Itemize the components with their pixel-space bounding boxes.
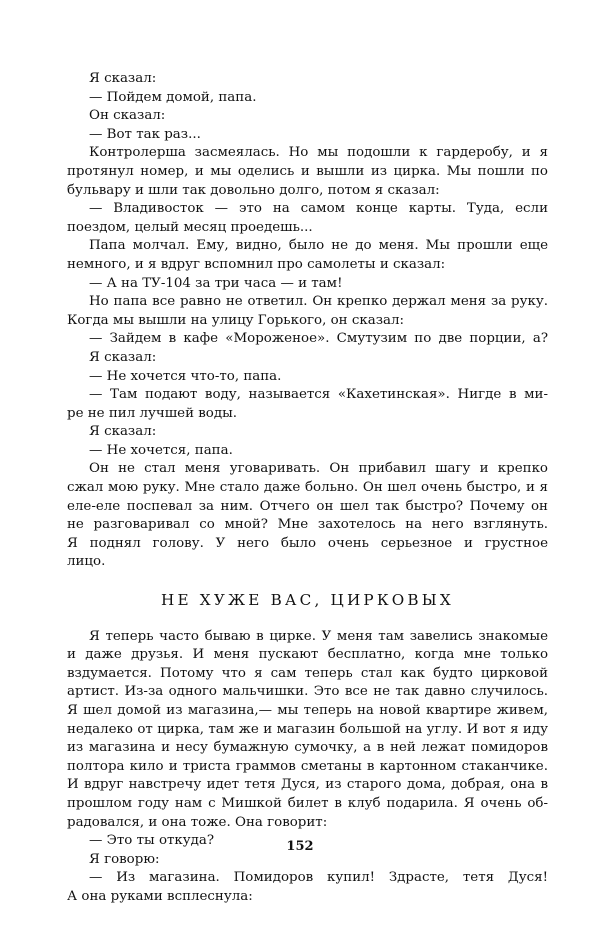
text-line: артист. Из-за одного мальчишки. Это все не так давно случилось.: [67, 684, 548, 700]
text-line: прошлом году нам с Мишкой билет в клуб подарила. Я очень об-: [67, 795, 548, 811]
text-line: не разговаривал со мной? Мне захотелось на него взглянуть.: [67, 517, 548, 533]
text-line: А она руками всплеснула:: [67, 888, 253, 904]
text-line: — Из магазина. Помидоров купил! Здрасте, тетя Дуся!: [89, 870, 548, 886]
text-line: Я теперь часто бываю в цирке. У меня там завелись знакомые: [89, 628, 548, 644]
text-line: и даже друзья. И меня пускают бесплатно, когда мне только: [67, 647, 548, 663]
text-line: Я говорю:: [89, 851, 160, 867]
text-line: протянул номер, и мы оделись и вышли из цирка. Мы пошли по: [67, 163, 548, 179]
text-line: вздумается. Потому что я сам теперь стал как будто цирковой: [67, 665, 548, 681]
text-line: — Не хочется, папа.: [89, 442, 233, 458]
text-line: Папа молчал. Ему, видно, было не до меня. Мы прошли еще: [89, 238, 548, 254]
text-line: — Пойдем домой, папа.: [89, 89, 257, 105]
text-line: Я шел домой из магазина,— мы теперь на новой квартире живем,: [67, 703, 548, 718]
text-line: И вдруг навстречу идет тетя Дуся, из старого дома, добрая, она в: [67, 777, 548, 793]
text-line: — Это ты откуда?: [89, 833, 215, 849]
text-line: недалеко от цирка, там же и магазин большой на углу. И вот я иду: [67, 721, 548, 737]
text-line: Он не стал меня уговаривать. Он прибавил шагу и крепко: [89, 461, 548, 477]
text-line: Но папа все равно не ответил. Он крепко держал меня за руку.: [89, 294, 548, 310]
text-line: — Вот так раз...: [89, 126, 201, 142]
text-line: Я поднял голову. У него было очень серьезное и грустное: [67, 535, 548, 551]
text-block-a: [67, 70, 548, 572]
text-line: — А на ТУ-104 за три часа — и там!: [89, 275, 343, 291]
text-line: бульвару и шли так довольно долго, потом я сказал:: [67, 182, 440, 198]
text-line: полтора кило и триста граммов сметаны в картонном стаканчике.: [67, 758, 548, 774]
chapter-heading: НЕ ХУЖЕ ВАС, ЦИРКОВЫХ: [161, 590, 454, 609]
text-line: Он сказал:: [89, 108, 166, 124]
text-line: — Там подают воду, называется «Кахетинская». Нигде в ми-: [89, 387, 548, 403]
text-line: ре не пил лучшей воды.: [67, 405, 238, 421]
text-line: радовался, и она тоже. Она говорит:: [67, 814, 328, 830]
text-line: — Владивосток — это на самом конце карты. Туда, если: [89, 201, 548, 217]
section-gap: [67, 572, 548, 591]
page-number: 152: [286, 839, 314, 854]
text-line: — Зайдем в кафе «Мороженое». Смутузим по две порции, а?: [89, 331, 548, 347]
text-line: Когда мы вышли на улицу Горького, он сказал:: [67, 312, 405, 328]
text-line: — Не хочется что-то, папа.: [89, 368, 282, 384]
text-line: Я сказал:: [89, 349, 157, 365]
text-line: Я сказал:: [89, 424, 157, 440]
text-line: Я сказал:: [89, 71, 157, 86]
text-line: сжал мою руку. Мне стало даже больно. Он шел очень быстро, и я: [67, 480, 548, 496]
text-line: немного, и я вдруг вспомнил про самолеты и сказал:: [67, 256, 446, 272]
text-line: лицо.: [67, 554, 106, 570]
text-line: еле-еле поспевал за ним. Отчего он шел так быстро? Почему он: [67, 498, 548, 514]
text-block-b: [67, 628, 548, 907]
text-line: Контролерша засмеялась. Но мы подошли к гардеробу, и я: [89, 145, 548, 161]
text-line: поездом, целый месяц проедешь...: [67, 219, 313, 235]
text-line: из магазина и несу бумажную сумочку, а в ней лежат помидоров: [67, 740, 548, 756]
